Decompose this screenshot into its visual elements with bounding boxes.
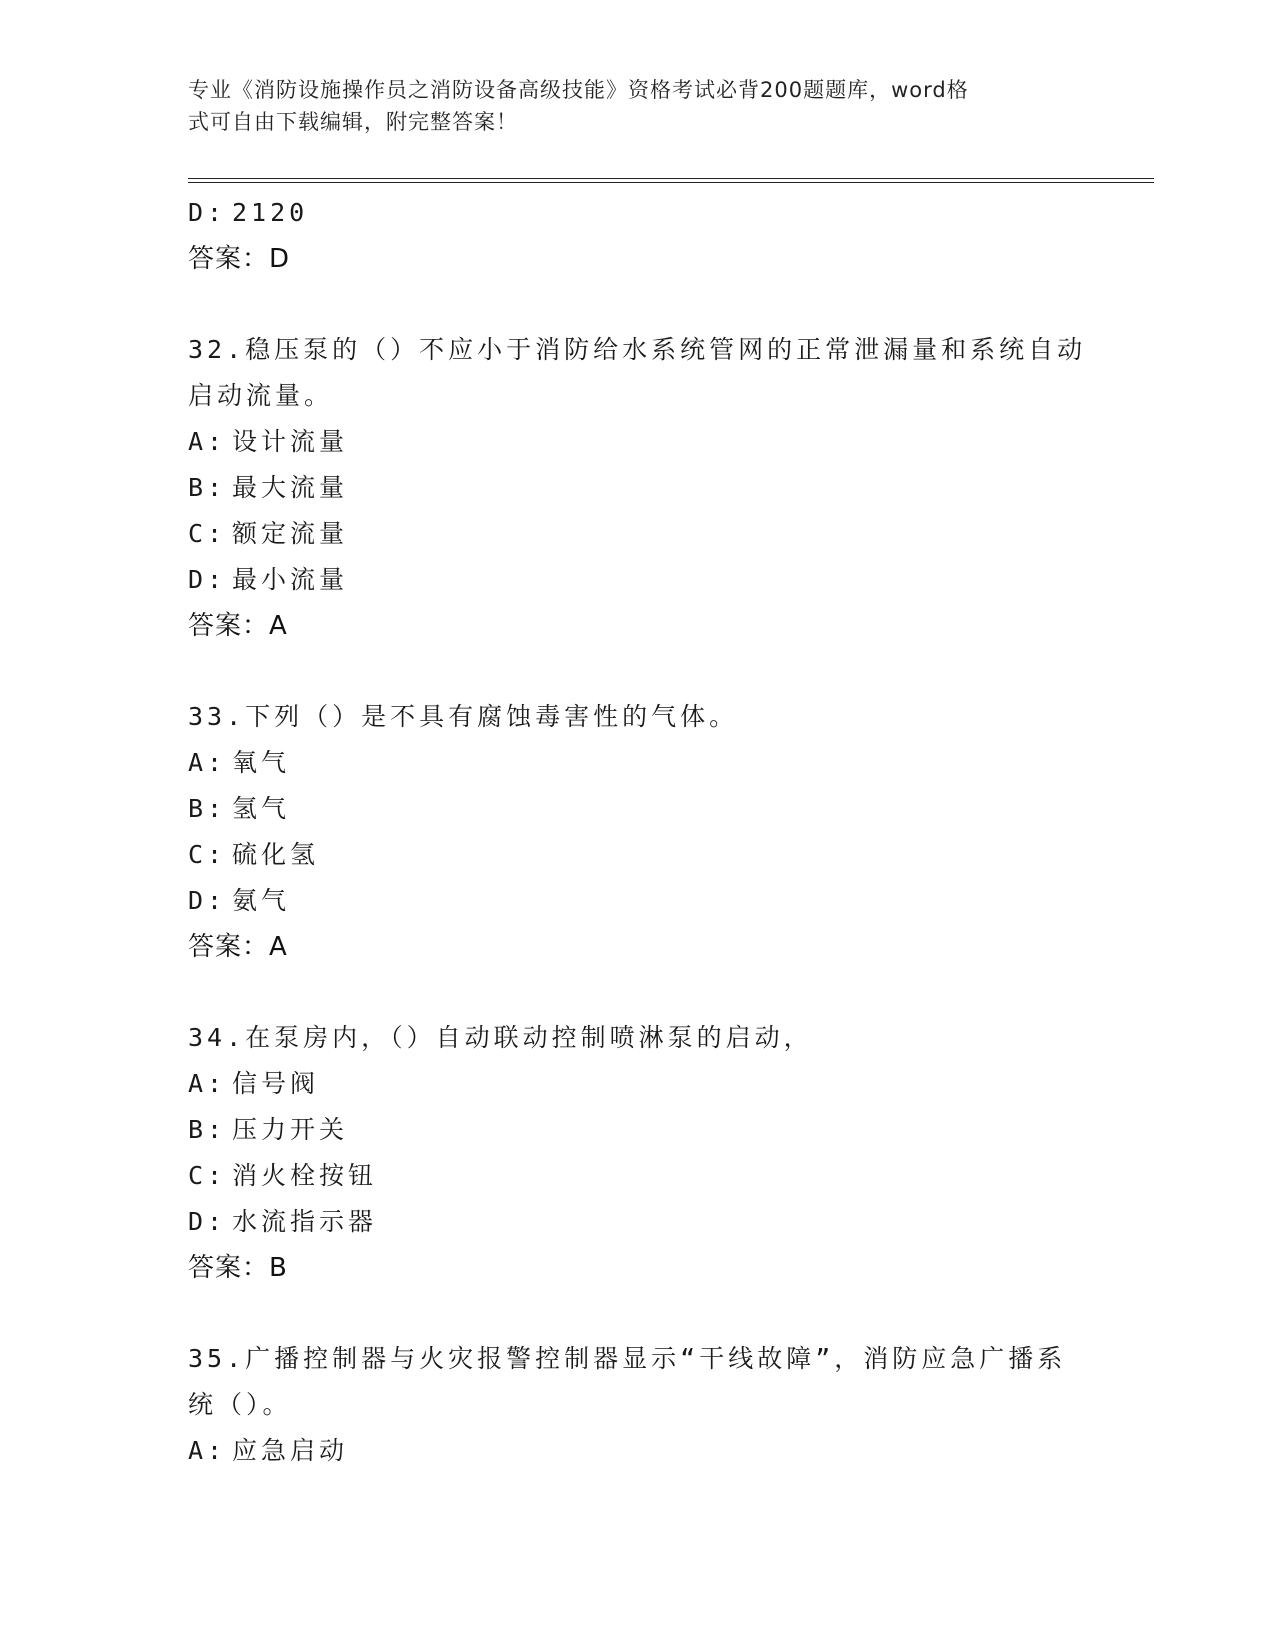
answer-line — [188, 1245, 1088, 1291]
option-key: B: — [188, 794, 227, 823]
header-rule-bottom — [188, 182, 1154, 183]
option-key: D: — [188, 1207, 227, 1236]
option-line — [188, 1061, 1088, 1107]
question-stem: 34.在泵房内，（）自动联动控制喷淋泵的启动， — [188, 1023, 813, 1052]
option-key: D: — [188, 886, 227, 915]
question-stem: 35.广播控制器与火灾报警控制器显示“干线故障”，消防应急广播系 — [188, 1344, 1067, 1373]
option-key: B: — [188, 1115, 227, 1144]
header-rule-top — [188, 178, 1154, 179]
option-line — [188, 465, 1088, 511]
header-line-1: 专业《消防设施操作员之消防设备高级技能》资格考试必背200题题库，word格 — [188, 78, 969, 102]
option-line — [188, 740, 1088, 786]
option-line — [188, 557, 1088, 603]
question-list — [188, 190, 1088, 1474]
option-line — [188, 511, 1088, 557]
answer-value: A — [269, 932, 288, 962]
option-text: 最大流量 — [232, 473, 349, 502]
answer-value: D — [269, 244, 291, 274]
option-key: C: — [188, 519, 227, 548]
option-text: 设计流量 — [232, 427, 349, 456]
option-text: 消火栓按钮 — [232, 1161, 378, 1190]
question-stem-cont: 统（）。 — [188, 1390, 292, 1419]
option-key: D: — [188, 565, 227, 594]
question-stem-cont: 启动流量。 — [188, 381, 334, 410]
question-block — [188, 694, 1088, 970]
option-line — [188, 786, 1088, 832]
answer-value: A — [269, 611, 288, 641]
answer-line — [188, 924, 1088, 970]
option-line — [188, 190, 1088, 236]
option-line — [188, 1428, 1088, 1474]
option-key: A: — [188, 1436, 227, 1465]
option-line — [188, 1107, 1088, 1153]
option-key: C: — [188, 840, 227, 869]
option-key: A: — [188, 748, 227, 777]
option-text: 硫化氢 — [232, 840, 320, 869]
option-line — [188, 878, 1088, 924]
answer-line — [188, 236, 1088, 282]
answer-label: 答案： — [188, 932, 270, 962]
question-stem: 32.稳压泵的（）不应小于消防给水系统管网的正常泄漏量和系统自动 — [188, 335, 1087, 364]
document-header — [188, 74, 1088, 138]
option-text: 压力开关 — [232, 1115, 349, 1144]
option-key: C: — [188, 1161, 227, 1190]
option-text: 水流指示器 — [232, 1207, 378, 1236]
option-line — [188, 419, 1088, 465]
option-key: A: — [188, 1069, 227, 1098]
question-block — [188, 327, 1088, 649]
option-line — [188, 1153, 1088, 1199]
option-line — [188, 832, 1088, 878]
option-key: B: — [188, 473, 227, 502]
option-text: 氢气 — [232, 794, 291, 823]
question-stem: 33.下列（）是不具有腐蚀毒害性的气体。 — [188, 702, 739, 731]
answer-value: B — [269, 1253, 288, 1283]
option-text: 最小流量 — [232, 565, 349, 594]
option-key: D: — [188, 198, 227, 227]
question-block — [188, 1015, 1088, 1291]
answer-label: 答案： — [188, 1253, 270, 1283]
option-text: 信号阀 — [232, 1069, 320, 1098]
option-line — [188, 1199, 1088, 1245]
answer-label: 答案： — [188, 611, 270, 641]
option-text: 额定流量 — [232, 519, 349, 548]
option-text: 应急启动 — [232, 1436, 349, 1465]
option-text: 氧气 — [232, 748, 291, 777]
option-key: A: — [188, 427, 227, 456]
header-line-2: 式可自由下载编辑，附完整答案！ — [188, 110, 518, 134]
answer-label: 答案： — [188, 244, 270, 274]
option-text: 2120 — [232, 198, 309, 227]
answer-line — [188, 603, 1088, 649]
option-text: 氨气 — [232, 886, 291, 915]
question-block — [188, 1336, 1088, 1474]
